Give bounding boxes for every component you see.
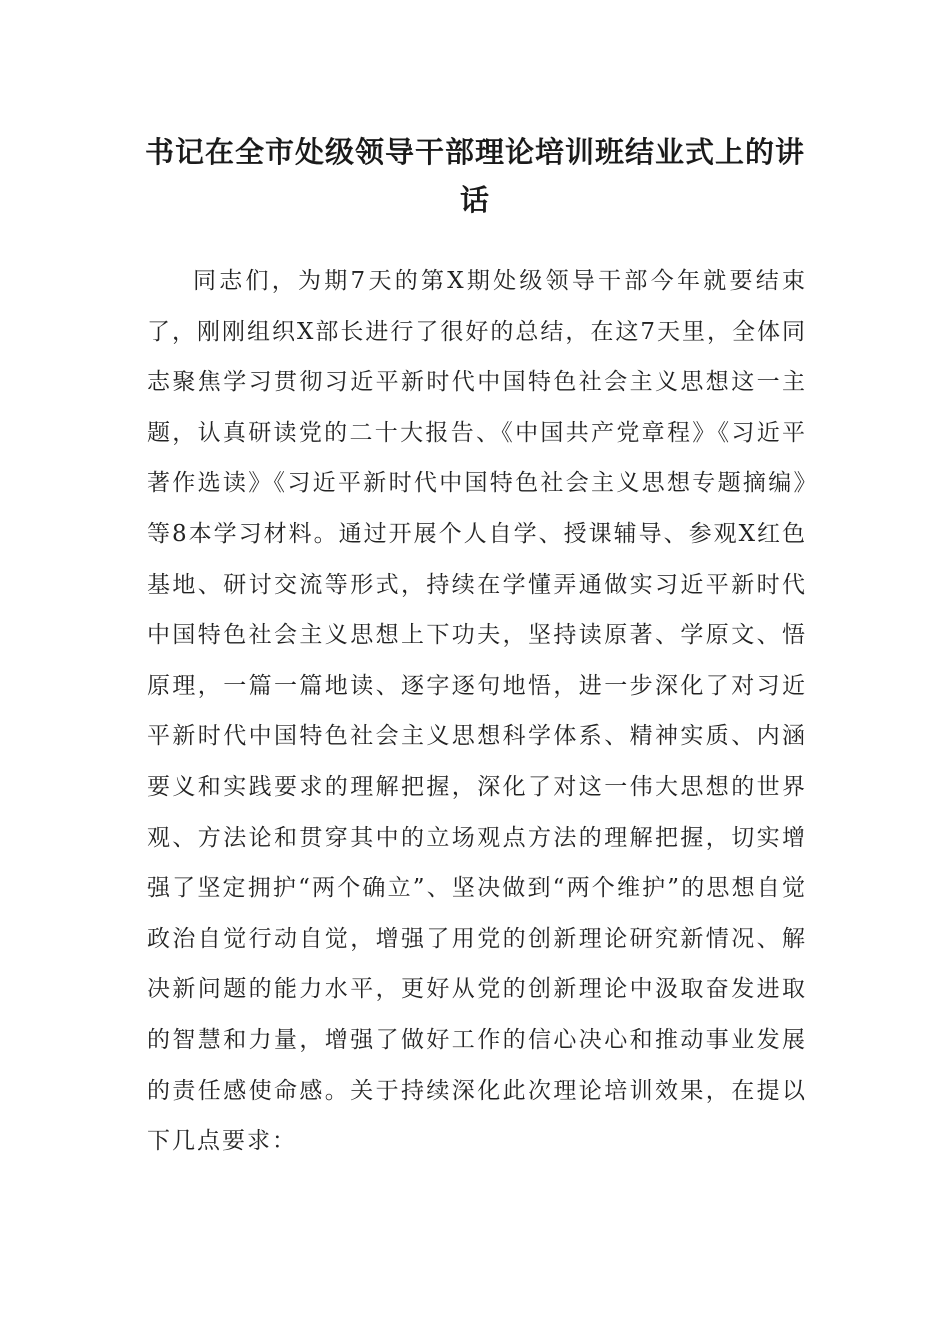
document-title: 书记在全市处级领导干部理论培训班结业式上的讲话 [144, 135, 805, 217]
document-body [147, 256, 807, 1167]
body-paragraph: 同志们，为期7天的第X期处级领导干部今年就要结束了，刚刚组织X部长进行了很好的总结，在这7天里，全体同志聚焦学习贯彻习近平新时代中国特色社会主义思想这一主题，认真研读党的二十大报告、《中国共产党章程》《习近平著作选读》《习近平新时代中国特色社会主义思想专题摘编》等8本学习材料。通过开展个人自学、授课辅导、参观X红色基地、研讨交流等形式，持续在学懂弄通做实习近平新时代中国特色社会主义思想上下功夫，坚持读原著、学原文、悟原理，一篇一篇地读、逐字逐句地悟，进一步深化了对习近平新时代中国特色社会主义思想科学体系、精神实质、内涵要义和实践要求的理解把握，深化了对这一伟大思想的世界观、方法论和贯穿其中的立场观点方法的理解把握，切实增强了坚定拥护“两个确立”、坚决做到“两个维护”的思想自觉政治自觉行动自觉，增强了用党的创新理论研究新情况、解决新问题的能力水平，更好从党的创新理论中汲取奋发进取的智慧和力量，增强了做好工作的信心决心和推动事业发展的责任感使命感。关于持续深化此次理论培训效果，在提以下几点要求： [147, 268, 808, 1155]
